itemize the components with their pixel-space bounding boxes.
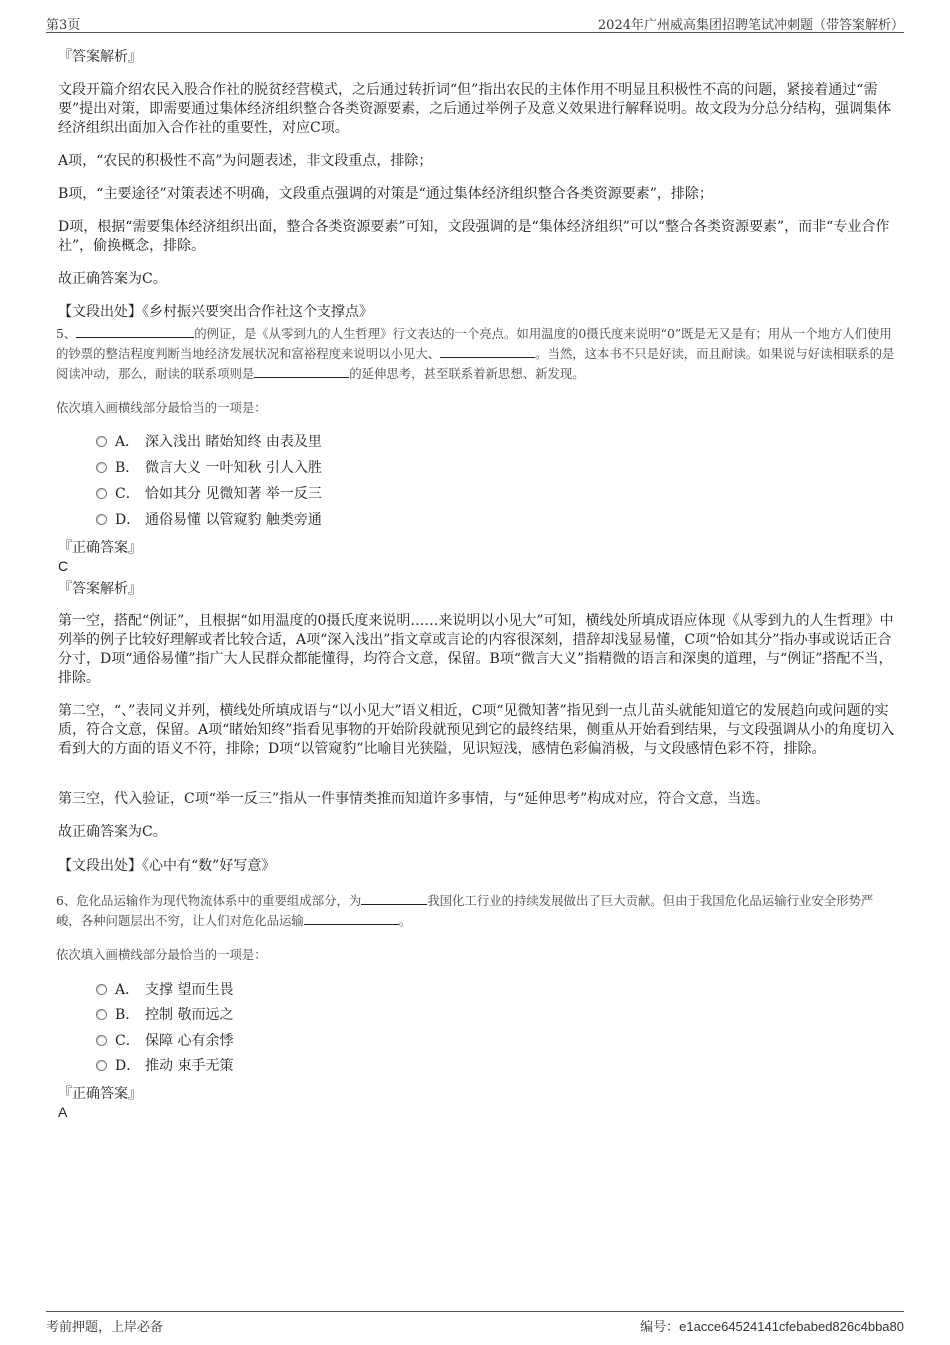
option-letter: C． [115, 1033, 140, 1049]
page-header [46, 14, 904, 33]
q6-option-b[interactable] [96, 1005, 233, 1025]
radio-icon[interactable] [96, 1060, 107, 1071]
q6-number: 6、 [56, 893, 77, 908]
radio-icon[interactable] [96, 488, 107, 499]
q5-option-c[interactable] [96, 484, 322, 504]
option-text: 控制 敬而远之 [145, 1007, 234, 1023]
q4-analysis-para4: D项，根据“需要集体经济组织出面，整合各类资源要素”可知，文段强调的是“集体经济组织”可以“整合各类资源要素”，而非“专业合作社”，偷换概念，排除。 [58, 219, 890, 254]
q6-answer: A [58, 1104, 68, 1120]
q5-text-part1: 的例证，是《从零到九的人生哲理》行文表达的一个亮点。如用温度的0摄氏度来说明“0”既是无又是有；用从一个地方人们使用的钞票的整洁程度判断当地经济发展状况和富裕程度来说明以小见大、 [56, 326, 892, 361]
footer-code [640, 1316, 904, 1335]
q5-answer: C [58, 558, 69, 574]
q4-source: 【文段出处】《乡村振兴要突出合作社这个支撑点》 [58, 304, 373, 320]
q5-option-b[interactable] [96, 458, 322, 478]
option-text: 通俗易懂 以管窥豹 触类旁通 [145, 512, 322, 528]
radio-icon[interactable] [96, 514, 107, 525]
q6-question-text [56, 891, 896, 931]
option-letter: B． [115, 460, 140, 476]
q6-text-part1: 危化品运输作为现代物流体系中的重要组成部分，为 [76, 893, 362, 908]
q5-text-part3: 的延伸思考，甚至联系着新思想、新发现。 [349, 366, 585, 381]
q6-answer-title: 『正确答案』 [58, 1086, 142, 1102]
option-text: 微言大义 一叶知秋 引人入胜 [145, 460, 322, 476]
q6-text-part2: 我国化工行业的持续发展做出了巨大贡献。但由于我国危化品运输行业安全形势严峻，各种问题层出不穷，让人们对危化品运输 [56, 893, 874, 928]
q5-option-a[interactable] [96, 432, 322, 452]
q5-analysis-para1: 第一空，搭配“例证”，且根据“如用温度的0摄氏度来说明……来说明以小见大”可知，横线处所填成语应体现《从零到九的人生哲理》中列举的例子比较好理解或者比较合适，A项“深入浅出”指文章或言论的内容很深刻，措辞却浅显易懂，C项“恰如其分”指办事或说话正合分寸，D项“通俗易懂”指广大人民群众都能懂得，均符合文意，保留。B项“微言大义”指精微的语言和深奥的道理，与“例证”搭配不当，排除。 [58, 613, 894, 686]
q4-analysis-para2: A项，“农民的积极性不高”为问题表述，非文段重点，排除； [58, 153, 433, 169]
q5-analysis-para3: 第三空，代入验证，C项“举一反三”指从一件事情类推而知道许多事情，与“延伸思考”构成对应，符合文意，当选。 [58, 791, 770, 807]
q4-analysis-para1: 文段开篇介绍农民入股合作社的脱贫经营模式，之后通过转折词“但”指出农民的主体作用不明显且积极性不高的问题，紧接着通过“需要”提出对策，即需要通过集体经济组织整合各类资源要素，之后通过举例子及意义效果进行解释说明。故文段为分总分结构，强调集体经济组织出面加入合作社的重要性，对应C项。 [58, 82, 892, 136]
page-footer [46, 1311, 904, 1338]
option-letter: B． [115, 1007, 140, 1023]
option-text: 支撑 望而生畏 [145, 982, 234, 998]
option-letter: D． [115, 1058, 141, 1074]
q5-answer-title: 『正确答案』 [58, 540, 142, 556]
option-text: 深入浅出 睹始知终 由表及里 [145, 434, 322, 450]
q5-prompt: 依次填入画横线部分最恰当的一项是： [56, 400, 267, 415]
q6-text-part3: 。 [398, 913, 412, 928]
option-letter: D． [115, 512, 141, 528]
option-letter: A． [115, 982, 140, 998]
q5-source: 【文段出处】《心中有“数”好写意》 [58, 858, 276, 874]
q5-question-text [56, 324, 896, 384]
page-number: 第3页 [46, 18, 81, 33]
q5-blank-1 [76, 324, 194, 338]
q5-option-d[interactable] [96, 510, 322, 530]
q4-analysis-title: 『答案解析』 [58, 49, 142, 65]
option-letter: A． [115, 434, 140, 450]
footer-slogan: 考前押题，上岸必备 [46, 1320, 164, 1335]
q5-analysis-title: 『答案解析』 [58, 581, 142, 597]
option-text: 恰如其分 见微知著 举一反三 [145, 486, 322, 502]
radio-icon[interactable] [96, 984, 107, 995]
option-text: 推动 束手无策 [145, 1058, 234, 1074]
q6-option-c[interactable] [96, 1031, 233, 1051]
footer-code-label: 编号： [640, 1320, 680, 1335]
radio-icon[interactable] [96, 462, 107, 473]
q6-prompt: 依次填入画横线部分最恰当的一项是： [56, 947, 267, 962]
radio-icon[interactable] [96, 436, 107, 447]
q4-analysis-para5: 故正确答案为C。 [58, 271, 167, 287]
radio-icon[interactable] [96, 1009, 107, 1020]
q5-blank-2 [440, 344, 535, 358]
radio-icon[interactable] [96, 1035, 107, 1046]
q5-blank-3 [254, 364, 349, 378]
q5-text-part2: 。当然，这本书不只是好读，而且耐读。如果说与好读相联系的是阅读冲动，那么，耐读的联系项则是 [56, 346, 895, 381]
q6-option-a[interactable] [96, 980, 233, 1000]
q6-blank-1 [361, 891, 427, 905]
q5-analysis-para2: 第二空，“、”表同义并列，横线处所填成语与“以小见大”语义相近，C项“见微知著”指见到一点儿苗头就能知道它的发展趋向或问题的实质，符合文意，保留。A项“睹始知终”指看见事物的开始阶段就预见到它的最终结果，侧重从开始看到结果，与文段强调从小的角度切入看到大的方面的语义不符，排除；D项“以管窥豹”比喻目光狭隘，见识短浅，感情色彩偏消极，与文段感情色彩不符，排除。 [58, 703, 895, 757]
q6-blank-2 [304, 911, 399, 925]
footer-code-value: e1acce64524141cfebabed826c4bba80 [679, 1319, 904, 1334]
q6-option-d[interactable] [96, 1056, 233, 1076]
option-text: 保障 心有余悸 [145, 1033, 234, 1049]
q5-analysis-para4: 故正确答案为C。 [58, 824, 167, 840]
document-title: 2024年广州威高集团招聘笔试冲刺题（带答案解析） [597, 18, 904, 33]
q5-number: 5、 [56, 326, 77, 341]
option-letter: C． [115, 486, 140, 502]
q4-analysis-para3: B项，“主要途径”对策表述不明确，文段重点强调的对策是“通过集体经济组织整合各类资源要素”，排除； [58, 186, 713, 202]
